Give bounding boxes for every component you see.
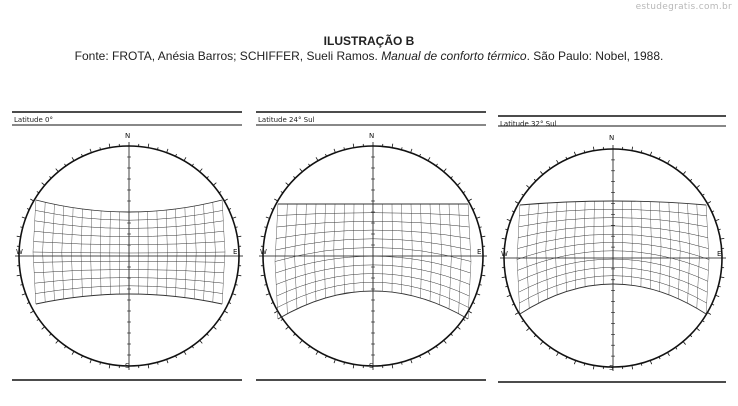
azimuth-tick: [534, 335, 536, 337]
cardinal-east: E: [233, 248, 238, 256]
azimuth-tick: [300, 169, 303, 172]
azimuth-tick: [56, 169, 59, 172]
azimuth-tick: [316, 157, 318, 160]
azimuth-tick: [526, 328, 529, 331]
cardinal-south: S: [369, 362, 374, 370]
azimuth-tick: [207, 176, 209, 178]
sun-path-panel-latitude-0: [12, 112, 242, 382]
azimuth-tick: [428, 351, 430, 354]
azimuth-tick: [540, 341, 543, 344]
azimuth-tick: [444, 340, 447, 343]
azimuth-tick: [707, 313, 710, 315]
azimuth-tick: [200, 340, 203, 343]
sun-path-panel-latitude-24-sul: [256, 112, 486, 382]
cardinal-east: E: [717, 250, 722, 258]
cardinal-north: N: [125, 132, 131, 140]
azimuth-tick: [49, 176, 51, 178]
azimuth-tick: [428, 157, 430, 160]
azimuth-tick: [184, 157, 186, 160]
azimuth-tick: [286, 183, 289, 186]
azimuth-tick: [690, 179, 692, 181]
azimuth-tick: [444, 169, 447, 172]
azimuth-tick: [468, 199, 471, 201]
source-book-title: Manual de conforto térmico: [381, 49, 527, 63]
azimuth-tick: [457, 183, 460, 186]
cardinal-north: N: [369, 132, 375, 140]
azimuth-tick: [557, 352, 559, 355]
azimuth-tick: [468, 311, 471, 313]
azimuth-tick: [696, 185, 699, 188]
azimuth-tick: [293, 334, 295, 336]
azimuth-tick: [683, 171, 686, 174]
cardinal-south: S: [609, 364, 614, 372]
azimuth-tick: [515, 202, 518, 204]
cardinal-west: W: [260, 248, 267, 256]
source-suffix: . São Paulo: Nobel, 1988.: [526, 49, 664, 63]
azimuth-tick: [213, 327, 216, 330]
azimuth-tick: [224, 199, 227, 201]
azimuth-tick: [274, 199, 277, 201]
sun-path-diagram: [256, 112, 486, 382]
azimuth-tick: [526, 185, 529, 188]
azimuth-tick: [557, 160, 559, 163]
azimuth-tick: [72, 157, 74, 160]
azimuth-tick: [72, 351, 74, 354]
sun-path-diagram: [498, 116, 728, 384]
figure-title: ILUSTRAÇÃO B: [323, 34, 415, 48]
azimuth-tick: [30, 199, 33, 201]
azimuth-tick: [696, 328, 699, 331]
watermark: estudegratis.com.br: [635, 2, 732, 12]
azimuth-tick: [213, 183, 216, 186]
cardinal-north: N: [609, 134, 615, 142]
azimuth-tick: [200, 169, 203, 172]
azimuth-tick: [451, 334, 453, 336]
azimuth-tick: [293, 176, 295, 178]
azimuth-tick: [683, 341, 686, 344]
azimuth-tick: [668, 352, 670, 355]
azimuth-tick: [56, 340, 59, 343]
cardinal-west: W: [16, 248, 23, 256]
azimuth-tick: [224, 311, 227, 313]
panel-label: Latitude 0°: [14, 116, 53, 124]
azimuth-tick: [30, 311, 33, 313]
azimuth-tick: [451, 176, 453, 178]
azimuth-tick: [316, 351, 318, 354]
cardinal-south: S: [125, 362, 130, 370]
sun-path-diagram: [12, 112, 242, 382]
azimuth-tick: [515, 313, 518, 315]
sun-path-panel-latitude-32-sul: [498, 116, 728, 384]
azimuth-tick: [184, 351, 186, 354]
azimuth-tick: [457, 327, 460, 330]
azimuth-tick: [300, 340, 303, 343]
azimuth-tick: [286, 327, 289, 330]
azimuth-tick: [707, 202, 710, 204]
azimuth-tick: [274, 311, 277, 313]
azimuth-tick: [690, 335, 692, 337]
azimuth-tick: [49, 334, 51, 336]
source-prefix: Fonte: FROTA, Anésia Barros; SCHIFFER, Sueli Ramos.: [74, 49, 382, 63]
azimuth-tick: [42, 327, 45, 330]
azimuth-tick: [668, 160, 670, 163]
azimuth-tick: [534, 179, 536, 181]
figure-source: [0, 49, 738, 63]
panel-label: Latitude 32° Sul: [500, 120, 557, 128]
azimuth-tick: [42, 183, 45, 186]
cardinal-east: E: [477, 248, 482, 256]
cardinal-west: W: [501, 250, 508, 258]
azimuth-tick: [207, 334, 209, 336]
panel-label: Latitude 24° Sul: [258, 116, 315, 124]
azimuth-tick: [540, 171, 543, 174]
